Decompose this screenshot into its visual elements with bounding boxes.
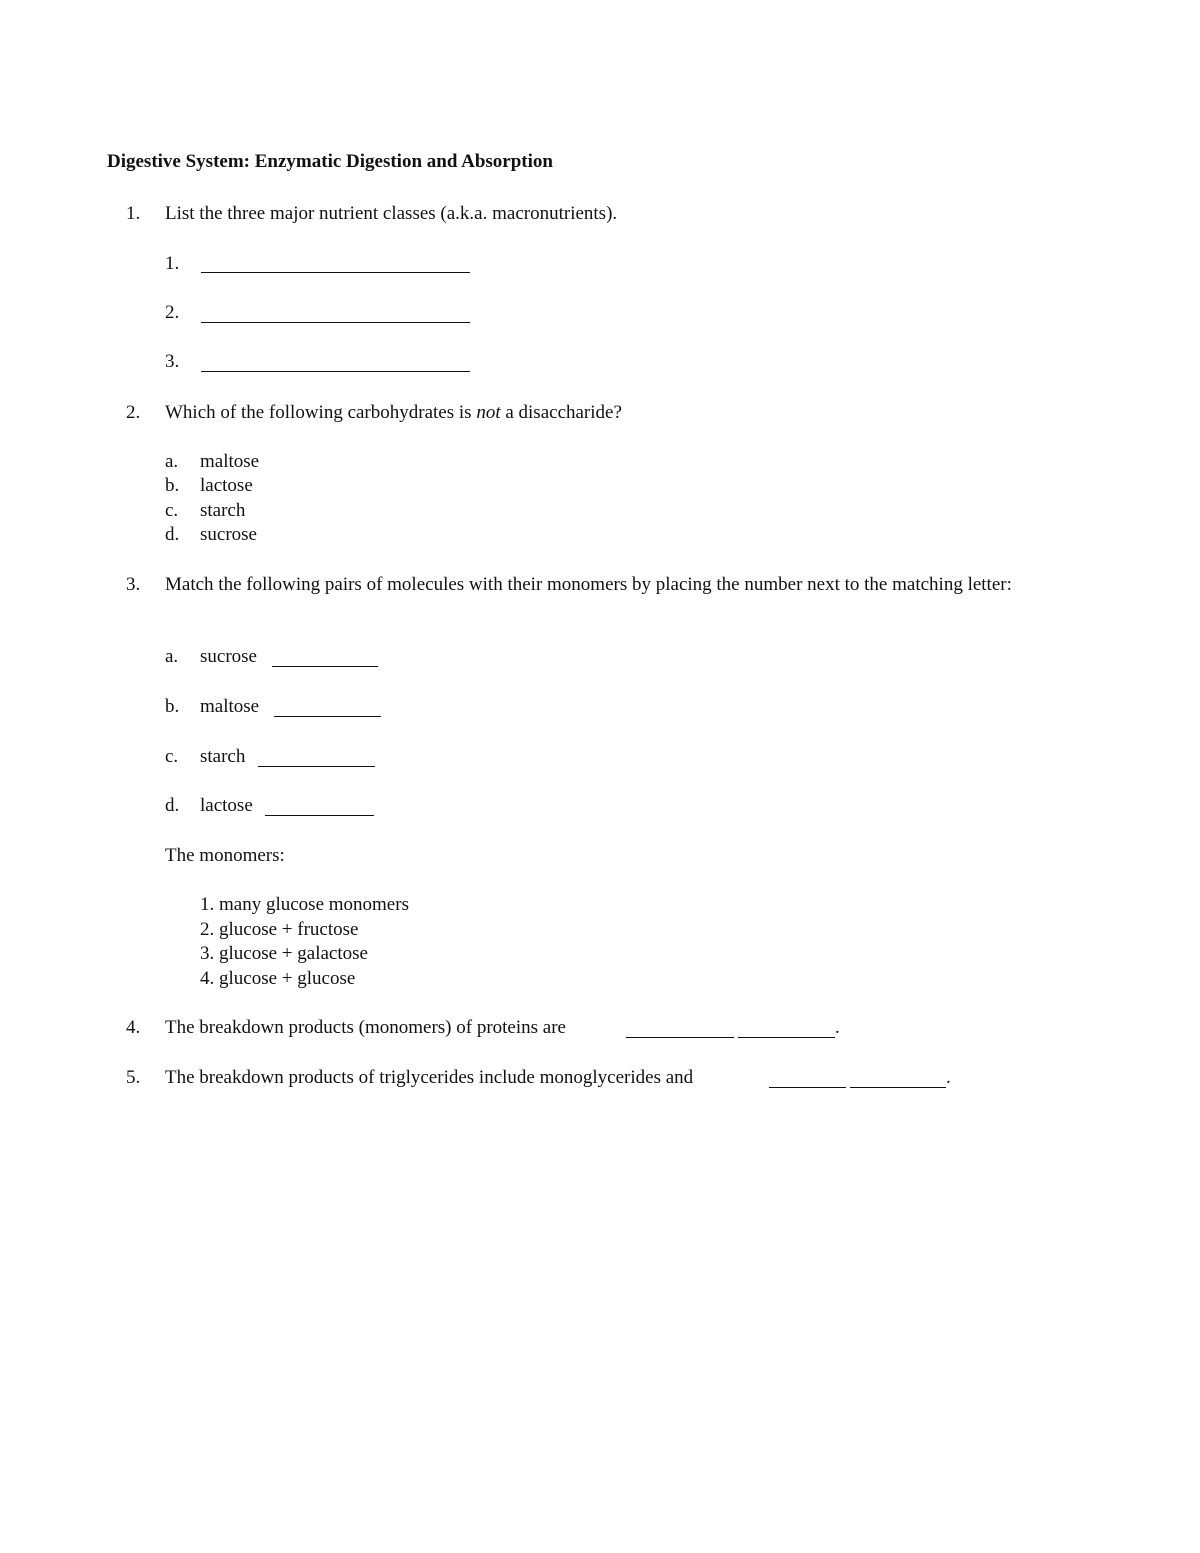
match-letter: b. — [165, 696, 180, 717]
question-4-blank-1[interactable] — [626, 1037, 734, 1038]
question-2-text: Which of the following carbohydrates is not a disaccharide? — [165, 402, 622, 423]
option-text[interactable]: sucrose — [200, 524, 257, 545]
question-4-text: The breakdown products (monomers) of proteins are — [165, 1017, 566, 1038]
monomer-item: 2. glucose + fructose — [200, 919, 359, 940]
question-5-number: 5. — [126, 1067, 141, 1088]
page-title: Digestive System: Enzymatic Digestion and Absorption — [107, 151, 553, 172]
option-letter: d. — [165, 524, 180, 545]
option-text[interactable]: starch — [200, 500, 246, 521]
option-letter: b. — [165, 475, 180, 496]
question-5-blank-2[interactable] — [850, 1087, 946, 1088]
match-blank[interactable] — [272, 666, 378, 667]
match-item-text: maltose — [200, 696, 260, 717]
answer-1-blank[interactable] — [201, 272, 470, 273]
option-text[interactable]: maltose — [200, 451, 260, 472]
match-blank[interactable] — [265, 815, 374, 816]
monomer-item: 4. glucose + glucose — [200, 968, 356, 989]
match-letter: c. — [165, 746, 179, 767]
question-2-number: 2. — [126, 402, 141, 423]
monomer-item: 1. many glucose monomers — [200, 894, 409, 915]
question-5-text: The breakdown products of triglycerides include monoglycerides and — [165, 1067, 694, 1088]
answer-2-blank[interactable] — [201, 322, 470, 323]
match-item-text: sucrose — [200, 646, 257, 667]
match-blank[interactable] — [274, 716, 381, 717]
question-4-blank-2[interactable] — [738, 1037, 835, 1038]
question-4-period: . — [835, 1017, 840, 1038]
match-letter: d. — [165, 795, 180, 816]
question-5-blank-1[interactable] — [769, 1087, 846, 1088]
question-3-number: 3. — [126, 574, 141, 595]
match-letter: a. — [165, 646, 179, 667]
answer-2-label: 2. — [165, 302, 180, 323]
monomers-label: The monomers: — [165, 845, 285, 866]
question-5-period: . — [946, 1067, 951, 1088]
option-letter: c. — [165, 500, 179, 521]
match-item-text: starch — [200, 746, 246, 767]
match-item-text: lactose — [200, 795, 253, 816]
option-letter: a. — [165, 451, 179, 472]
option-text[interactable]: lactose — [200, 475, 253, 496]
question-3-text: Match the following pairs of molecules with their monomers by placing the number next to the matching letter: — [165, 574, 1012, 595]
answer-3-blank[interactable] — [201, 371, 470, 372]
question-1-number: 1. — [126, 203, 141, 224]
question-4-number: 4. — [126, 1017, 141, 1038]
match-blank[interactable] — [258, 766, 375, 767]
answer-1-label: 1. — [165, 253, 180, 274]
question-1-text: List the three major nutrient classes (a.k.a. macronutrients). — [165, 203, 618, 224]
monomer-item: 3. glucose + galactose — [200, 943, 368, 964]
answer-3-label: 3. — [165, 351, 180, 372]
emphasis-not: not — [476, 402, 501, 423]
